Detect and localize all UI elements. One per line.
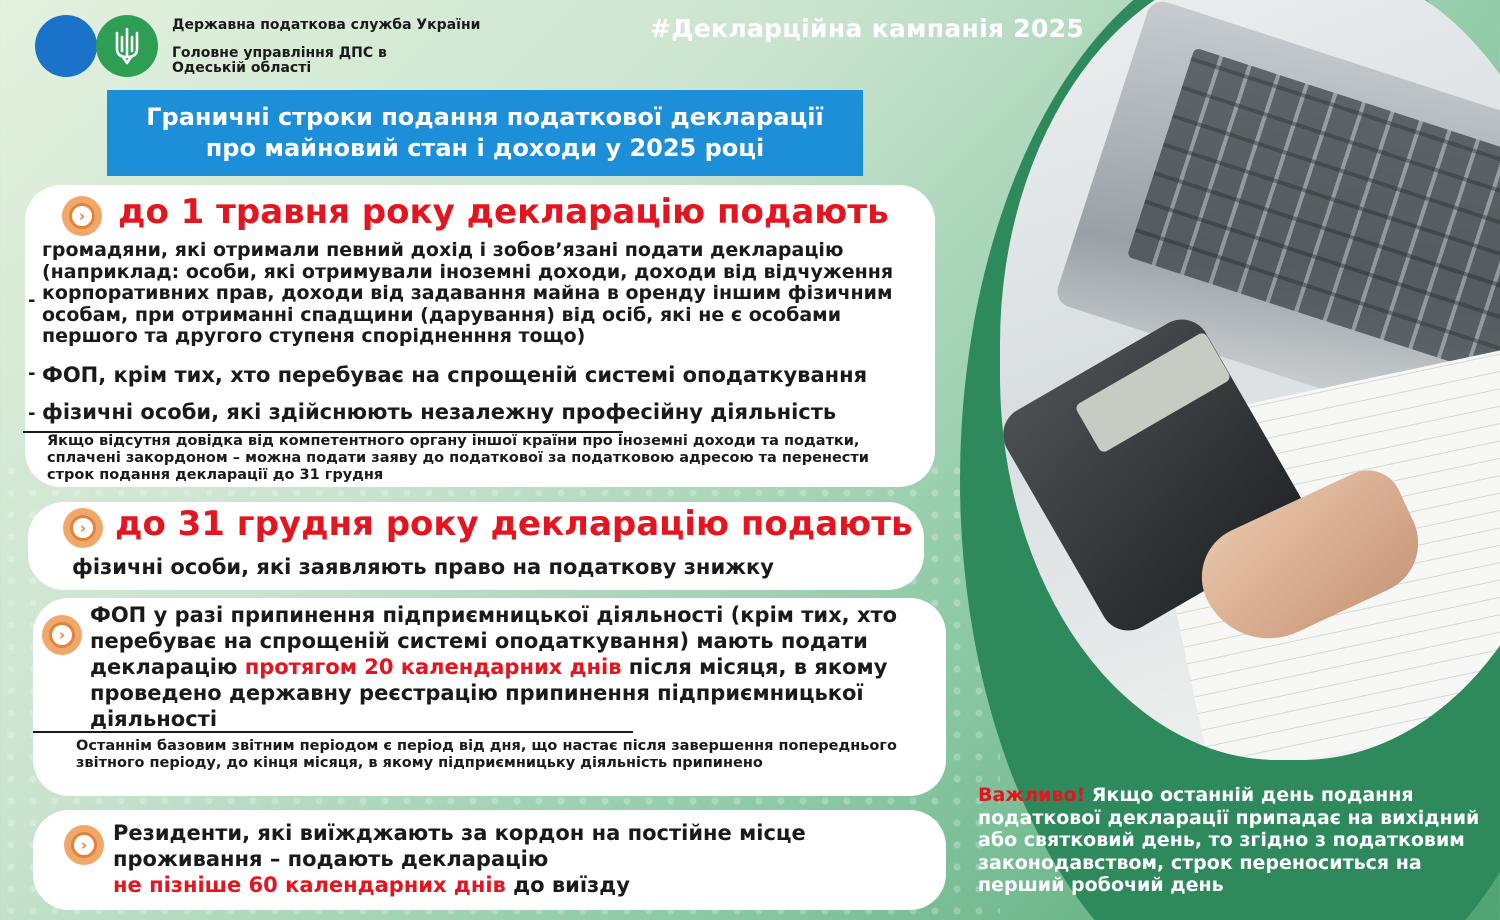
chevron-right-icon: › [63,508,103,548]
card-deadline-may [25,185,935,487]
page-title [107,90,863,176]
heading-december-deadline: до 31 грудня року декларацію подають [115,504,913,544]
list-dash: - [28,403,36,424]
list-item-citizens: громадяни, які отримали певний дохід і зобов’язані подати декларацію (наприклад: особи, які отримували іноземні доходи, доходи від відчуження корпоративних прав, доходи від задавання майна в оренду іншим фізичним особам, при отриманні спадщини (дарування) від осіб, які не є особами першого та другого ступеня спорідненння тощо) [42,239,894,347]
residents-line1: Резиденти, які виїжджають за кордон на постійне місце [113,821,806,845]
chevron-right-icon: › [62,196,102,236]
card-fop-termination [33,598,946,796]
important-note [978,784,1498,897]
card-emigrating-residents [33,810,946,910]
residents-line2: проживання – подають декларацію [113,847,549,871]
page-title-line2: про майновий стан і доходи у 2025 році [205,134,765,162]
list-item-professionals: фізичні особи, які здійснюють незалежну професійну діяльність [42,400,837,424]
trident-icon [96,15,158,77]
trident-icon-svg [112,27,142,65]
divider [33,731,633,733]
list-dash: - [28,363,36,384]
note-reporting-period: Останнім базовим звітним періодом є період від дня, що настає після завершення попереднього звітного періоду, до кінця місяця, в якому підприємницьку діяльність припинено [76,738,897,771]
fop-termination-text [90,602,940,732]
important-label: Важливо! [978,784,1086,806]
list-dash: - [28,290,36,311]
note-foreign-income: Якщо відсутня довідка від компетентного органу іншої країни про іноземні доходи та податки, сплачені закордоном – можна подати заяву до податкової за податковою адресою та перенести строк подання декларації до 31 грудня [47,433,869,483]
card-deadline-december [28,502,924,590]
chevron-right-icon: › [42,615,82,655]
fop-termination-text-part2: після місяця, в якому проведено державну реєстрацію припинення підприємницької діяльності [90,655,888,731]
residents-deadline-suffix: до виїзду [505,873,630,897]
chevron-right-icon: › [64,825,104,865]
org-department: Головне управління ДПС в Одеській області [172,45,387,76]
important-text: Якщо останній день подання податкової декларації припадає на вихідний або святковий день, то згідно з податковим законодавством, строк переноситься на перший робочий день [978,784,1480,896]
residents-deadline: не пізніше 60 календарних днів [113,873,506,897]
fop-termination-text-part1: ФОП у разі припинення підприємницької діяльності (крім тих, хто перебуває на спрощеній системі оподаткування) мають подати декларацію [90,603,898,679]
list-item-tax-discount: фізичні особи, які заявляють право на податкову знижку [72,555,774,579]
campaign-hashtag: #Декларційна кампанія 2025 [650,14,1085,43]
page-title-line1: Граничні строки подання податкової декларації [146,103,824,131]
fop-termination-deadline: протягом 20 календарних днів [244,655,622,679]
heading-may-deadline: до 1 травня року декларацію подають [118,192,889,232]
org-name: Державна податкова служба України [172,17,481,33]
residents-line3 [113,874,630,897]
list-item-fop: ФОП, крім тих, хто перебуває на спрощеній системі оподаткування [42,363,868,387]
logo-blue-circle [35,15,97,77]
